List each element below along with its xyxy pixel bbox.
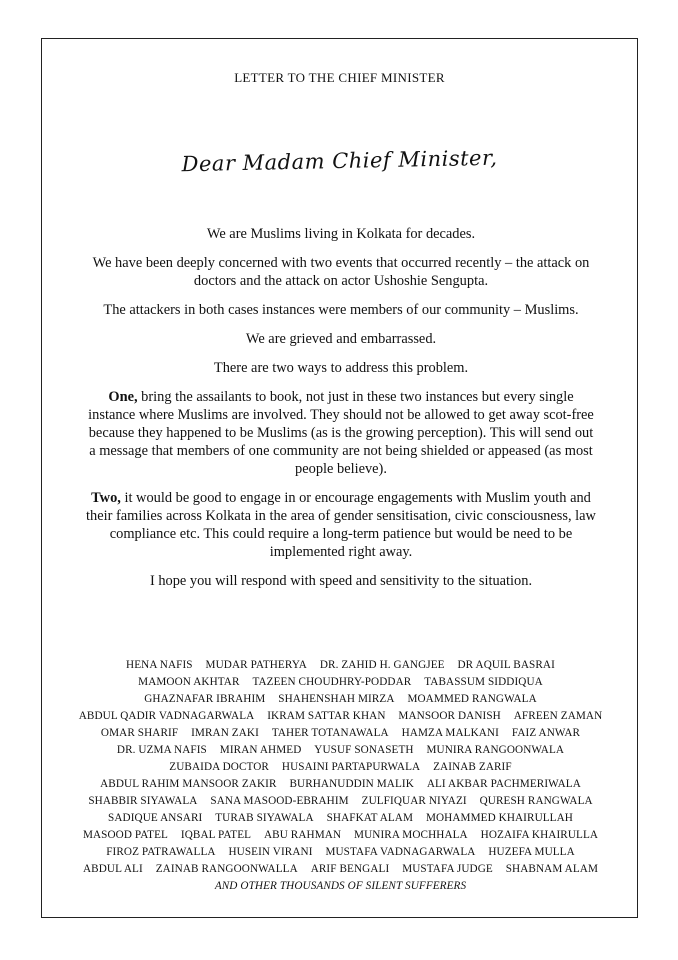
signatory-name: MOHAMMED KHAIRULLAH (425, 812, 573, 824)
point-one-text: bring the assailants to book, not just in these two instances but every single instance where Muslims are involved. They should not be allowed to get away scot-free because they happened to be Muslims (as is the growing perception). This will send out a message that members of one community are not being shielded or appeased (as most people believe). (88, 389, 594, 477)
signatory-name: HOZAIFA KHAIRULLA (480, 829, 599, 841)
signatory-name: HUZEFA MULLA (488, 846, 575, 858)
signatory-name: TABASSUM SIDDIQUA (424, 676, 543, 688)
paragraph-attackers: The attackers in both cases instances were members of our community – Muslims. (103, 302, 579, 318)
signatory-name: SANA MASOOD-EBRAHIM (210, 795, 349, 807)
signatories-list (72, 657, 609, 895)
signatory-name: ZAINAB ZARIF (433, 761, 512, 773)
point-two-lead: Two, (91, 490, 121, 506)
signatory-name: ZUBAIDA DOCTOR (169, 761, 269, 773)
signatory-name: MIRAN AHMED (219, 744, 302, 756)
signatory-name: MAMOON AKHTAR (138, 676, 240, 688)
signatory-name: MASOOD PATEL (82, 829, 168, 841)
signatory-name: ABU RAHMAN (263, 829, 342, 841)
signatory-name: MANSOOR DANISH (398, 710, 501, 722)
signatory-name: ZAINAB RANGOONWALLA (155, 863, 298, 875)
signatory-name: YUSUF SONASETH (314, 744, 414, 756)
salutation: Dear Madam Chief Minister, (181, 145, 498, 177)
signatory-name: MUNIRA MOCHHALA (354, 829, 468, 841)
letter-frame (41, 38, 638, 918)
signatory-name: QURESH RANGWALA (479, 795, 593, 807)
signatory-name: AFREEN ZAMAN (513, 710, 603, 722)
signatory-name: MUSTAFA VADNAGARWALA (325, 846, 476, 858)
paragraph-two-ways: There are two ways to address this problem. (213, 360, 469, 376)
signatory-name: FAIZ ANWAR (511, 727, 581, 739)
signatory-name: ARIF BENGALI (310, 863, 390, 875)
signatory-name: SHABNAM ALAM (505, 863, 599, 875)
paragraph-concern: We have been deeply concerned with two events that occurred recently – the attack on doctors and the attack on actor Ushoshie Sengupta. (92, 255, 590, 289)
signatory-name: ABDUL RAHIM MANSOOR ZAKIR (100, 778, 277, 790)
signatory-name: TAZEEN CHOUDHRY-PODDAR (252, 676, 412, 688)
signatory-name: IMRAN ZAKI (191, 727, 259, 739)
signatory-name: MUNIRA RANGOONWALA (426, 744, 565, 756)
signatory-name: IQBAL PATEL (180, 829, 252, 841)
signatory-names (74, 659, 608, 875)
paragraph-grieved: We are grieved and embarrassed. (245, 331, 437, 347)
letter-body (86, 225, 596, 601)
signatory-name: SADIQUE ANSARI (108, 812, 203, 824)
signatory-name: ALI AKBAR PACHMERIWALA (426, 778, 581, 790)
signatory-name: HUSAINI PARTAPURWALA (281, 761, 421, 773)
signatories-closing: AND OTHER THOUSANDS OF SILENT SUFFERERS (214, 880, 467, 892)
signatory-name: MUSTAFA JUDGE (402, 863, 493, 875)
signatory-name: GHAZNAFAR IBRAHIM (144, 693, 266, 705)
signatory-name: SHAHENSHAH MIRZA (278, 693, 395, 705)
signatory-name: TAHER TOTANAWALA (271, 727, 389, 739)
signatory-name: BURHANUDDIN MALIK (289, 778, 414, 790)
signatory-name: TURAB SIYAWALA (215, 812, 314, 824)
point-one-lead: One, (108, 389, 138, 405)
paragraph-point-two (86, 489, 596, 561)
signatory-name: OMAR SHARIF (100, 727, 179, 739)
signatory-name: ZULFIQUAR NIYAZI (361, 795, 467, 807)
signatory-name: SHABBIR SIYAWALA (88, 795, 198, 807)
signatory-name: ABDUL QADIR VADNAGARWALA (78, 710, 255, 722)
signatory-name: DR AQUIL BASRAI (457, 659, 555, 671)
signatory-name: ABDUL ALI (82, 863, 143, 875)
paragraph-point-one (86, 388, 596, 478)
signatory-name: HUSEIN VIRANI (228, 846, 313, 858)
signatory-name: FIROZ PATRAWALLA (106, 846, 216, 858)
signatory-name: SHAFKAT ALAM (326, 812, 414, 824)
signatory-name: DR. UZMA NAFIS (116, 744, 207, 756)
signatory-name: MUDAR PATHERYA (205, 659, 307, 671)
signatory-name: HENA NAFIS (126, 659, 193, 671)
signatory-name: HAMZA MALKANI (401, 727, 499, 739)
page-title: LETTER TO THE CHIEF MINISTER (234, 70, 445, 85)
signatory-name: DR. ZAHID H. GANGJEE (319, 659, 445, 671)
paragraph-closing: I hope you will respond with speed and sensitivity to the situation. (149, 573, 533, 589)
paragraph-intro: We are Muslims living in Kolkata for decades. (206, 226, 476, 242)
point-two-text: it would be good to engage in or encourage engagements with Muslim youth and their families across Kolkata in the area of gender sensitisation, civic consciousness, law compliance etc. This could require a long-term patience but would be need to be implemented right away. (86, 490, 596, 560)
signatory-name: IKRAM SATTAR KHAN (267, 710, 386, 722)
signatory-name: MOAMMED RANGWALA (407, 693, 537, 705)
